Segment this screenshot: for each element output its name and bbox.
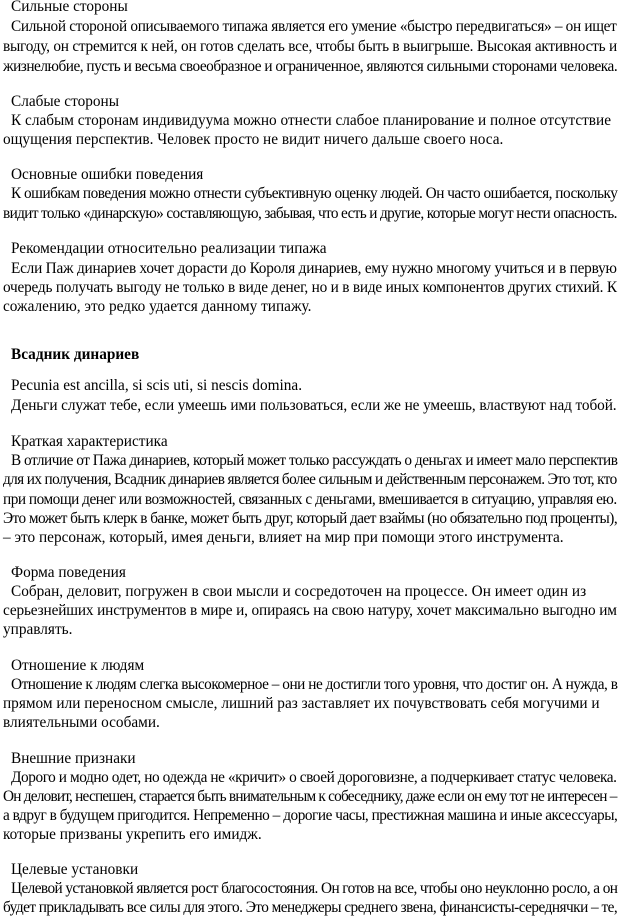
section-heading: Слабые стороны [11, 93, 119, 110]
paragraph-line: сожалению, это редко удается данному типажу. [3, 298, 312, 315]
paragraph-line: которые призваны укрепить его имидж. [3, 826, 262, 843]
epigraph-line: Pecunia est ancilla, si scis uti, si nescis domina. [11, 377, 303, 394]
paragraph-line: серьезнейших инструментов в мире и, опираясь на свою натуру, хочет максимально выгодно им [3, 602, 617, 619]
chapter-title: Всадник динариев [11, 346, 140, 363]
section-heading: Внешние признаки [11, 750, 136, 767]
paragraph-line: для их получения, Всадник динариев является более сильным и действенным персонажем. Это тот, кто [3, 471, 617, 488]
paragraph-line: Отношение к людям слегка высокомерное – они не достигли того уровня, что достиг он. А нужда, в [11, 676, 618, 693]
section-heading: Краткая характеристика [11, 433, 168, 450]
paragraph-line: будет прикладывать все силы для этого. Это менеджеры среднего звена, финансисты-середнячки – те, [3, 899, 618, 916]
paragraph-line: – это персонаж, который, имея деньги, влияет на мир при помощи этого инструмента. [3, 529, 564, 546]
paragraph-line: К слабым сторонам индивидуума можно отнести слабое планирование и полное отсутствие [11, 112, 611, 129]
paragraph-line: при помощи денег или возможностей, связанных с деньгами, вмешивается в ситуацию, управляя ею. [3, 491, 617, 508]
paragraph-line: очередь получать выгоду не только в виде денег, но и в виде иных компонентов других стихий. К [3, 279, 617, 296]
paragraph-line: Собран, деловит, погружен в свои мысли и сосредоточен на процессе. Он имеет один из [11, 583, 587, 600]
paragraph-line: ощущения перспектив. Человек просто не видит ничего дальше своего носа. [3, 131, 504, 148]
paragraph-line: Если Паж динариев хочет дорасти до Короля динариев, ему нужно многому учиться и в первую [11, 260, 617, 277]
paragraph-line: управлять. [3, 621, 73, 638]
section-heading: Отношение к людям [11, 657, 145, 674]
paragraph-line: Это может быть клерк в банке, может быть друг, который дает взаймы (но обязательно под проценты), [3, 510, 618, 527]
paragraph-line: В отличие от Пажа динариев, который может только рассуждать о деньгах и имеет мало перспектив [11, 452, 618, 469]
section-heading: Форма поведения [11, 564, 126, 581]
section-heading: Рекомендации относительно реализации типажа [11, 240, 327, 257]
paragraph-line: Он деловит, неспешен, старается быть внимательным к собеседнику, даже если он ему тот не интересен – [3, 788, 617, 805]
epigraph-line: Деньги служат тебе, если умеешь ими пользоваться, если же не умеешь, властвуют над тобой. [11, 397, 617, 414]
paragraph-line: Сильной стороной описываемого типажа является его умение «быстро передвигаться» – он ищет [11, 18, 617, 35]
paragraph-line: жизнелюбие, пусть и весьма своеобразное и ограниченное, являются сильными сторонами человека. [3, 58, 618, 75]
paragraph-line: К ошибкам поведения можно отнести субъективную оценку людей. Он часто ошибается, поскольку [11, 185, 618, 202]
section-heading: Сильные стороны [11, 0, 128, 15]
section-heading: Основные ошибки поведения [11, 166, 204, 183]
paragraph-line: Целевой установкой является рост благосостояния. Он готов на все, чтобы оно неуклонно росло, а он [11, 880, 618, 897]
paragraph-line: влиятельными особами. [3, 714, 160, 731]
paragraph-line: а вдруг в будущем пригодится. Непременно – дорогие часы, престижная машина и иные аксессуары, [3, 807, 618, 824]
paragraph-line: выгоду, он стремится к ней, он готов сделать все, чтобы быть в выигрыше. Высокая активность и [3, 38, 617, 55]
paragraph-line: прямом или переносном смысле, лишний раз заставляет их почувствовать себя могучими и [3, 695, 600, 712]
paragraph-line: видит только «динарскую» составляющую, забывая, что есть и другие, которые могут нести опасность. [3, 205, 617, 222]
section-heading: Целевые установки [11, 861, 139, 878]
paragraph-line: Дорого и модно одет, но одежда не «кричит» о своей дороговизне, а подчеркивает статус человека. [11, 769, 617, 786]
